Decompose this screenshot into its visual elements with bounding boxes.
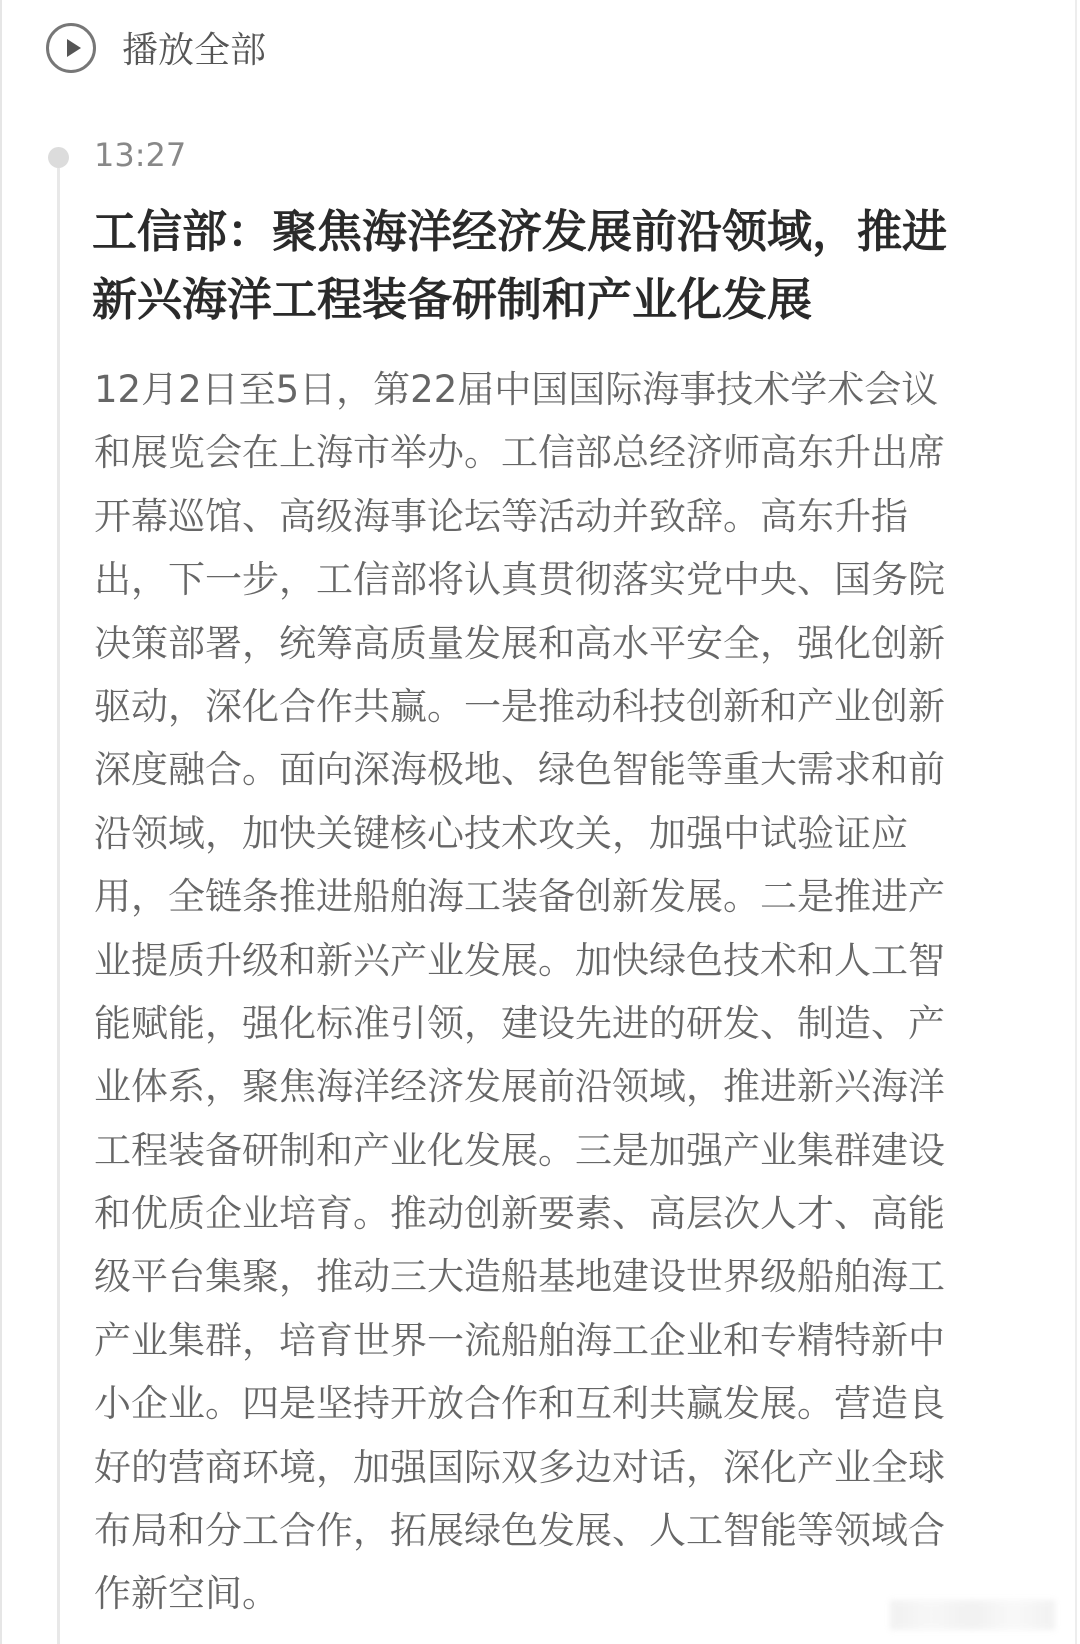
entry-title (92, 198, 1032, 334)
entry-body (94, 358, 1034, 1626)
timeline-line (57, 168, 60, 1644)
body-line: 12月2日至5日，第22届中国国际海事技术学术会议 (94, 368, 939, 411)
play-circle-icon[interactable] (46, 23, 96, 73)
entry-time: 13:27 (94, 136, 187, 174)
body-line: 好的营商环境，加强国际双多边对话，深化产业全球 (94, 1445, 945, 1489)
body-line: 用，全链条推进船舶海工装备创新发展。二是推进产 (94, 875, 945, 919)
body-line: 出，下一步，工信部将认真贯彻落实党中央、国务院 (94, 558, 945, 602)
body-line: 深度融合。面向深海极地、绿色智能等重大需求和前 (94, 748, 945, 792)
body-line: 开幕巡馆、高级海事论坛等活动并致辞。高东升指 (94, 494, 908, 538)
body-line: 业体系，聚焦海洋经济发展前沿领域，推进新兴海洋 (94, 1065, 945, 1109)
body-line: 驱动，深化合作共赢。一是推动科技创新和产业创新 (94, 684, 945, 728)
title-line: 新兴海洋工程装备研制和产业化发展 (92, 273, 813, 326)
title-line: 工信部：聚焦海洋经济发展前沿领域，推进 (92, 205, 948, 258)
body-line: 和展览会在上海市举办。工信部总经济师高东升出席 (94, 431, 945, 475)
body-line: 布局和分工合作，拓展绿色发展、人工智能等领域合 (94, 1509, 945, 1553)
body-line: 小企业。四是坚持开放合作和互利共赢发展。营造良 (94, 1382, 945, 1426)
body-line: 沿领域，加快关键核心技术攻关，加强中试验证应 (94, 811, 908, 855)
body-line: 级平台集聚，推动三大造船基地建设世界级船舶海工 (94, 1255, 945, 1299)
body-line: 和优质企业培育。推动创新要素、高层次人才、高能 (94, 1192, 945, 1236)
body-line: 作新空间。 (94, 1572, 279, 1616)
body-line: 业提质升级和新兴产业发展。加快绿色技术和人工智 (94, 938, 945, 982)
body-line: 工程装备研制和产业化发展。三是加强产业集群建设 (94, 1128, 945, 1172)
body-line: 产业集群，培育世界一流船舶海工企业和专精特新中 (94, 1318, 945, 1362)
body-line: 决策部署，统筹高质量发展和高水平安全，强化创新 (94, 621, 945, 665)
play-all-label: 播放全部 (122, 30, 267, 71)
play-all-button[interactable] (46, 22, 266, 73)
watermark (890, 1600, 1055, 1630)
body-line: 能赋能，强化标准引领，建设先进的研发、制造、产 (94, 1001, 945, 1045)
timeline-dot (48, 147, 69, 168)
